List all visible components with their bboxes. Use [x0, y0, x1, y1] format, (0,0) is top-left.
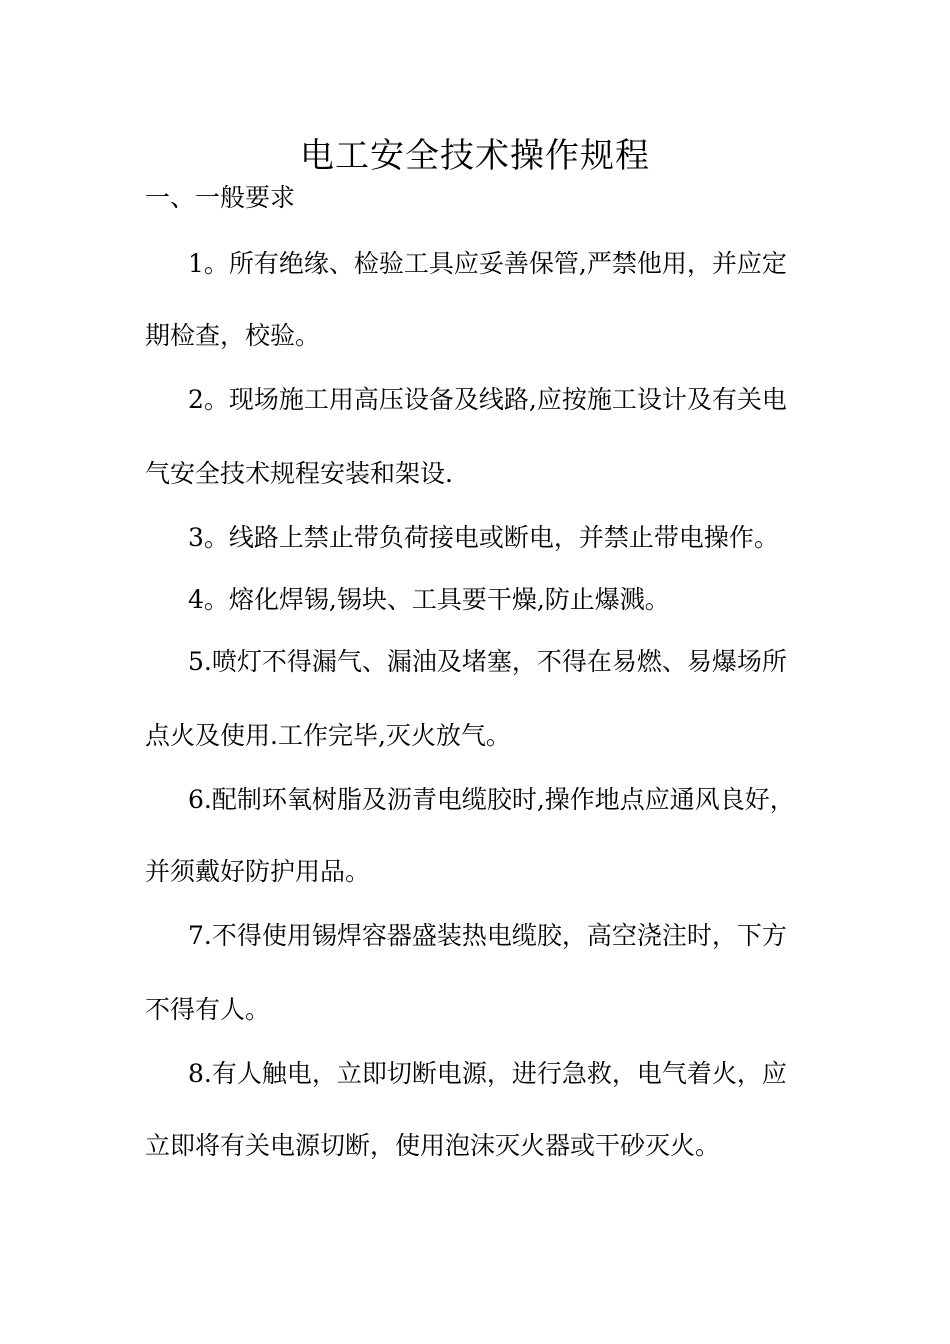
item-6-line-2: 并须戴好防护用品。: [145, 857, 371, 886]
item-8-line-2: 立即将有关电源切断，使用泡沫灭火器或干砂灭火。: [145, 1131, 721, 1160]
item-1-line-1: 1。所有绝缘、检验工具应妥善保管,严禁他用，并应定: [188, 249, 787, 278]
item-6-line-1: 6.配制环氧树脂及沥青电缆胶时,操作地点应通风良好，: [188, 785, 795, 814]
item-2-line-2: 气安全技术规程安装和架设.: [145, 459, 453, 488]
section-heading: 一、一般要求: [145, 183, 296, 212]
item-2-line-1: 2。现场施工用高压设备及线路,应按施工设计及有关电: [188, 385, 787, 414]
item-5-line-1: 5.喷灯不得漏气、漏油及堵塞，不得在易燃、易爆场所: [188, 647, 787, 676]
item-4-line-1: 4。熔化焊锡,锡块、工具要干燥,防止爆溅。: [188, 585, 670, 614]
item-7-line-1: 7.不得使用锡焊容器盛装热电缆胶，高空浇注时，下方: [188, 921, 787, 950]
item-5-line-2: 点火及使用.工作完毕,灭火放气。: [145, 721, 511, 750]
item-7-line-2: 不得有人。: [145, 995, 271, 1024]
page-title: 电工安全技术操作规程: [300, 136, 650, 176]
item-8-line-1: 8.有人触电，立即切断电源，进行急救，电气着火，应: [188, 1059, 787, 1088]
item-3-line-1: 3。线路上禁止带负荷接电或断电，并禁止带电操作。: [188, 523, 779, 552]
item-1-line-2: 期检查，校验。: [145, 321, 321, 350]
